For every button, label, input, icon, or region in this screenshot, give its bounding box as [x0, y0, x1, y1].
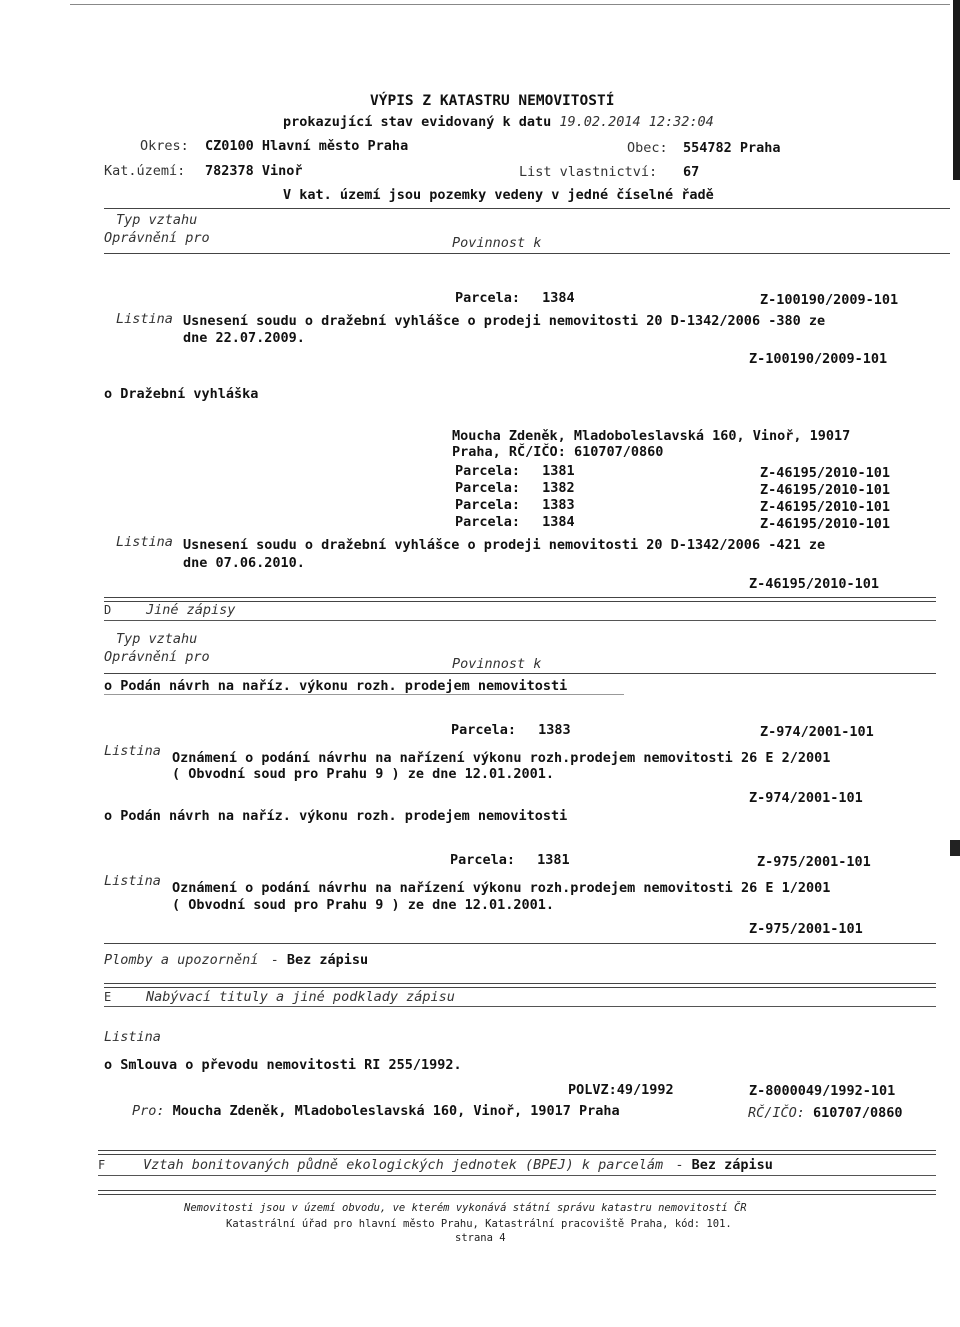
entry4-code2: Z-975/2001-101 [749, 921, 863, 937]
lv-value: 67 [683, 164, 700, 180]
document-title: VÝPIS Z KATASTRU NEMOVITOSTÍ [370, 93, 615, 109]
kat-label: Kat.území: [104, 163, 186, 179]
entry2-code2: Z-46195/2010-101 [749, 576, 880, 592]
entry3-code: Z-974/2001-101 [760, 724, 874, 740]
entry1-listina-label: Listina [116, 311, 173, 327]
section-e-pro-row [132, 1103, 620, 1119]
entry2-parcel-1-code: Z-46195/2010-101 [760, 465, 891, 481]
parcel-label: Parcela: [455, 480, 521, 496]
divider-footer-2 [98, 1194, 936, 1195]
entry4-code: Z-975/2001-101 [757, 854, 871, 870]
entry3-listina-label: Listina [104, 743, 161, 759]
parcel-number: 1381 [542, 463, 575, 479]
entry4-listina-line2: ( Obvodní soud pro Prahu 9 ) ze dne 12.01.2001. [172, 897, 555, 913]
entry3-listina-line2: ( Obvodní soud pro Prahu 9 ) ze dne 12.01.2001. [172, 766, 555, 782]
footer-line2: Katastrální úřad pro hlavní město Prahu, Katastrální pracoviště Praha, kód: 101. [226, 1218, 732, 1230]
right-edge-scan-mark-lower [950, 840, 960, 856]
document-subtitle [283, 114, 714, 130]
entry2-owner-line2 [452, 444, 663, 460]
parcel-label: Parcela: [455, 497, 521, 513]
entry3-listina-line1: Oznámení o podání návrhu na nařízení výkonu rozh.prodejem nemovitosti 26 E 2/2001 [172, 750, 831, 766]
parcel-label: Parcela: [455, 290, 521, 306]
footer-page-number: strana 4 [455, 1232, 506, 1244]
section-f-letter: F [98, 1158, 106, 1172]
divider-plomby [104, 943, 936, 944]
section-d-col-opravneni-pro: Oprávnění pro [104, 649, 210, 665]
entry4-parcel [450, 852, 570, 868]
divider-section-d [104, 597, 936, 598]
owner-rc-label: RČ/IČO: [508, 444, 566, 460]
entry3-code2: Z-974/2001-101 [749, 790, 863, 806]
okres-label: Okres: [140, 138, 189, 154]
plomby-value: Bez zápisu [286, 952, 369, 968]
entry2-parcel-1 [455, 463, 575, 479]
owner-rc-value: 610707/0860 [573, 444, 664, 460]
obec-value: 554782 Praha [683, 140, 781, 156]
owner-city: Praha, [452, 444, 501, 460]
entry1-code2: Z-100190/2009-101 [749, 351, 888, 367]
section-d-letter: D [104, 603, 112, 617]
lv-label: List vlastnictví: [519, 164, 658, 180]
cadastral-note: V kat. území jsou pozemky vedeny v jedné číselné řadě [283, 187, 714, 203]
footer-line1: Nemovitosti jsou v území obvodu, ve kterém vykonává státní správu katastru nemovitostí ČR [184, 1202, 747, 1214]
section-e-letter: E [104, 990, 112, 1004]
entry2-parcel-3-code: Z-46195/2010-101 [760, 499, 891, 515]
entry2-listina-label: Listina [116, 534, 173, 550]
section-e-item: o Smlouva o převodu nemovitosti RI 255/1992. [104, 1057, 462, 1073]
entry2-parcel-4-code: Z-46195/2010-101 [760, 516, 891, 532]
section-e-title: Nabývací tituly a jiné podklady zápisu [146, 989, 455, 1005]
parcel-number: 1384 [542, 290, 575, 306]
divider-col-headers [104, 253, 950, 254]
right-edge-scan-mark [953, 0, 960, 180]
obec-label: Obec: [627, 140, 668, 156]
section-d-col-typ-vztahu: Typ vztahu [116, 631, 198, 647]
divider-top [104, 208, 950, 209]
entry1-code: Z-100190/2009-101 [760, 292, 899, 308]
entry4-title: o Podán návrh na naříz. výkonu rozh. prodejem nemovitosti [104, 808, 568, 824]
section-d-col-povinnost-k: Povinnost k [452, 656, 542, 672]
section-f-row [143, 1157, 773, 1173]
section-e-rc-label: RČ/IČO: [748, 1105, 805, 1121]
entry1-parcel [455, 290, 575, 306]
parcel-number: 1382 [542, 480, 575, 496]
entry1-listina-line1: Usnesení soudu o dražební vyhlášce o prodeji nemovitosti 20 D-1342/2006 -380 ze [183, 313, 826, 329]
plomby-label: Plomby a upozornění [104, 952, 259, 968]
entry2-listina-line1: Usnesení soudu o dražební vyhlášce o prodeji nemovitosti 20 D-1342/2006 -421 ze [183, 537, 826, 553]
section-f-title: Vztah bonitovaných půdně ekologických jednotek (BPEJ) k parcelám [143, 1157, 664, 1173]
section-f-value: Bez zápisu [691, 1157, 773, 1173]
entry2-parcel-2-code: Z-46195/2010-101 [760, 482, 891, 498]
entry4-listina-line1: Oznámení o podání návrhu na nařízení výkonu rozh.prodejem nemovitosti 26 E 1/2001 [172, 880, 831, 896]
col-typ-vztahu: Typ vztahu [116, 212, 198, 228]
divider-section-d-cols [104, 673, 936, 674]
subtitle-prefix: prokazující stav evidovaný k datu [283, 114, 552, 130]
parcel-number: 1381 [537, 852, 570, 868]
entry3-title: o Podán návrh na naříz. výkonu rozh. prodejem nemovitosti [104, 678, 568, 694]
entry3-title-underline [104, 694, 624, 695]
parcel-label: Parcela: [450, 852, 516, 868]
section-e-rc-row [748, 1105, 902, 1121]
parcel-label: Parcela: [455, 463, 521, 479]
kat-value: 782378 Vinoř [205, 163, 303, 179]
section-d-title: Jiné zápisy [146, 602, 236, 618]
parcel-number: 1383 [538, 722, 571, 738]
section-e-pro-label: Pro: [132, 1103, 165, 1119]
entry2-parcel-2 [455, 480, 575, 496]
col-opravneni-pro: Oprávnění pro [104, 230, 210, 246]
parcel-label: Parcela: [455, 514, 521, 530]
entry4-listina-label: Listina [104, 873, 161, 889]
divider-section-e-2 [104, 987, 936, 988]
divider-section-f-3 [98, 1175, 936, 1176]
section-e-listina-label: Listina [104, 1029, 161, 1045]
entry2-title: o Dražební vyhláška [104, 386, 259, 402]
section-e-rc-value: 610707/0860 [813, 1105, 903, 1121]
divider-footer [98, 1190, 936, 1191]
top-scan-line [70, 4, 950, 5]
col-povinnost-k: Povinnost k [452, 235, 542, 251]
entry2-listina-line2: dne 07.06.2010. [183, 555, 305, 571]
parcel-number: 1384 [542, 514, 575, 530]
okres-value: CZ0100 Hlavní město Praha [205, 138, 409, 154]
divider-section-d-3 [104, 620, 936, 621]
subtitle-datetime: 19.02.2014 12:32:04 [559, 114, 714, 130]
entry2-parcel-4 [455, 514, 575, 530]
parcel-label: Parcela: [451, 722, 517, 738]
section-e-code: Z-8000049/1992-101 [749, 1083, 896, 1099]
entry2-owner-line1: Moucha Zdeněk, Mladoboleslavská 160, Vinoř, 19017 [452, 428, 851, 444]
divider-section-e [104, 983, 936, 984]
entry2-parcel-3 [455, 497, 575, 513]
section-e-pro-value: Moucha Zdeněk, Mladoboleslavská 160, Vinoř, 19017 Praha [172, 1103, 620, 1119]
entry3-parcel [451, 722, 571, 738]
divider-section-e-3 [104, 1006, 936, 1007]
plomby-dash: - [270, 952, 279, 968]
divider-section-f-2 [98, 1154, 936, 1155]
entry1-listina-line2: dne 22.07.2009. [183, 330, 305, 346]
plomby-row [104, 952, 368, 968]
section-e-polvz: POLVZ:49/1992 [568, 1082, 674, 1098]
parcel-number: 1383 [542, 497, 575, 513]
divider-section-f [98, 1150, 936, 1151]
section-f-dash: - [675, 1157, 684, 1173]
